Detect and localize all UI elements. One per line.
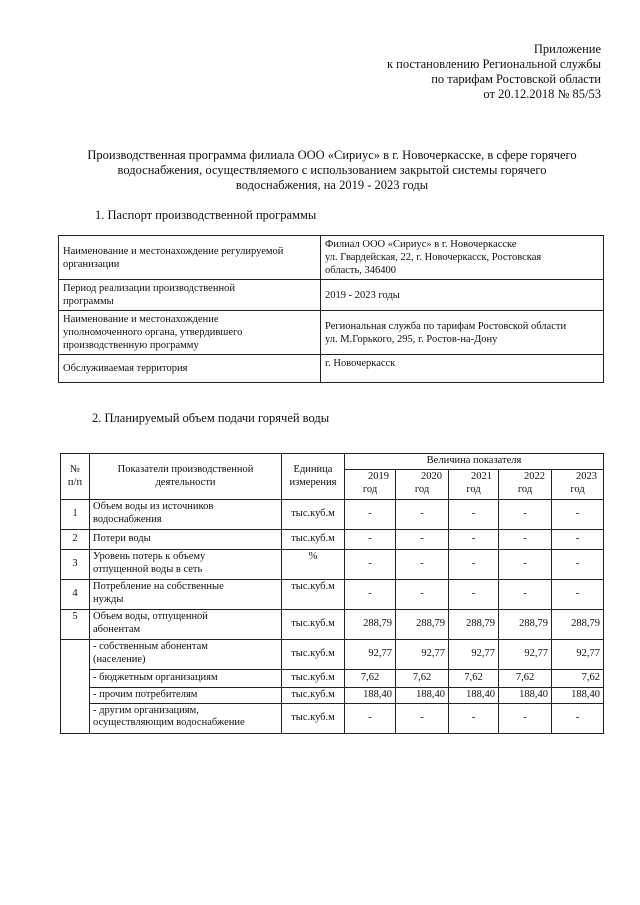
header-year: 2022 год <box>499 470 552 500</box>
row-num: 1 <box>61 500 90 530</box>
passport-row <box>59 280 604 311</box>
volume-table <box>60 453 604 734</box>
appendix-line: от 20.12.2018 № 85/53 <box>483 87 601 101</box>
table-row <box>61 580 604 610</box>
row-num: 5 <box>61 610 90 640</box>
row-value: 288,79 <box>449 610 499 640</box>
row-value: - <box>552 703 604 733</box>
row-value: 92,77 <box>499 640 552 670</box>
appendix-line: Приложение <box>533 42 601 56</box>
row-unit: % <box>282 550 345 580</box>
row-value: - <box>396 500 449 530</box>
table-row <box>61 610 604 640</box>
document-title <box>62 148 602 193</box>
row-value: 92,77 <box>345 640 396 670</box>
appendix-line: к постановлению Региональной службы <box>386 57 601 71</box>
row-name: Потери воды <box>90 530 282 550</box>
row-value: - <box>499 703 552 733</box>
row-value: 92,77 <box>449 640 499 670</box>
passport-row <box>59 236 604 280</box>
row-value: 92,77 <box>396 640 449 670</box>
row-value: 188,40 <box>396 688 449 704</box>
row-name: - прочим потребителям <box>90 688 282 704</box>
row-value: 7,62 <box>345 670 396 688</box>
row-name: Уровень потерь к объему отпущенной воды в сеть <box>90 550 282 580</box>
header-year: 2023 год <box>552 470 604 500</box>
table-row <box>61 500 604 530</box>
row-value: - <box>499 550 552 580</box>
row-value: - <box>499 530 552 550</box>
row-value: - <box>396 703 449 733</box>
section-2-heading: 2. Планируемый объем подачи горячей воды <box>92 411 330 425</box>
table-row <box>61 703 604 733</box>
appendix-line: по тарифам Ростовской области <box>431 72 601 86</box>
row-name: - собственным абонентам (население) <box>90 640 282 670</box>
header-value-group: Величина показателя <box>345 454 604 470</box>
row-unit: тыс.куб.м <box>282 640 345 670</box>
row-value: - <box>396 580 449 610</box>
row-num <box>61 640 90 734</box>
table-row <box>61 670 604 688</box>
row-value: - <box>552 500 604 530</box>
row-value: - <box>449 703 499 733</box>
row-value: - <box>345 550 396 580</box>
row-num: 3 <box>61 550 90 580</box>
header-row <box>61 454 604 470</box>
row-value: - <box>499 580 552 610</box>
row-value: 288,79 <box>552 610 604 640</box>
section-1-heading: 1. Паспорт производственной программы <box>95 208 317 222</box>
row-value: - <box>499 500 552 530</box>
row-value: 288,79 <box>499 610 552 640</box>
header-year: 2021 год <box>449 470 499 500</box>
row-value: - <box>552 550 604 580</box>
row-value: 188,40 <box>552 688 604 704</box>
passport-label: Наименование и местонахождение регулируемой организации <box>59 236 321 280</box>
passport-label: Наименование и местонахождение уполномоченного органа, утвердившего производственную программу <box>59 311 321 355</box>
header-unit: Единица измерения <box>282 454 345 500</box>
row-num: 2 <box>61 530 90 550</box>
row-name: - другим организациям, осуществляющим водоснабжение <box>90 703 282 733</box>
passport-value: Региональная служба по тарифам Ростовской области ул. М.Горького, 295, г. Ростов-на-Дону <box>321 311 604 355</box>
header-num: № п/п <box>61 454 90 500</box>
row-unit: тыс.куб.м <box>282 580 345 610</box>
passport-label: Период реализации производственной программы <box>59 280 321 311</box>
row-value: - <box>552 530 604 550</box>
row-name: Объем воды из источников водоснабжения <box>90 500 282 530</box>
table-row <box>61 688 604 704</box>
title-line: Производственная программа филиала ООО «Сириус» в г. Новочеркасске, в сфере горячего <box>87 148 577 162</box>
passport-value: Филиал ООО «Сириус» в г. Новочеркасске ул. Гвардейская, 22, г. Новочеркасск, Ростовская область, 346400 <box>321 236 604 280</box>
passport-value: 2019 - 2023 годы <box>321 280 604 311</box>
table-row <box>61 640 604 670</box>
row-value: 188,40 <box>499 688 552 704</box>
row-value: 188,40 <box>345 688 396 704</box>
passport-label: Обслуживаемая территория <box>59 355 321 383</box>
row-value: - <box>449 580 499 610</box>
row-value: - <box>449 500 499 530</box>
row-value: 7,62 <box>396 670 449 688</box>
header-indicator: Показатели производственной деятельности <box>90 454 282 500</box>
row-name: Объем воды, отпущенной абонентам <box>90 610 282 640</box>
row-value: 92,77 <box>552 640 604 670</box>
row-value: - <box>345 500 396 530</box>
row-unit: тыс.куб.м <box>282 500 345 530</box>
passport-value: г. Новочеркасск <box>321 355 604 383</box>
table-row <box>61 530 604 550</box>
table-row <box>61 550 604 580</box>
row-value: 7,62 <box>552 670 604 688</box>
header-year: 2020 год <box>396 470 449 500</box>
row-unit: тыс.куб.м <box>282 530 345 550</box>
passport-table <box>58 235 604 383</box>
row-value: 188,40 <box>449 688 499 704</box>
title-line: водоснабжения, на 2019 - 2023 годы <box>235 178 429 192</box>
row-unit: тыс.куб.м <box>282 688 345 704</box>
row-value: - <box>396 550 449 580</box>
passport-row <box>59 311 604 355</box>
row-value: - <box>345 703 396 733</box>
row-value: - <box>345 580 396 610</box>
row-num: 4 <box>61 580 90 610</box>
row-value: 7,62 <box>499 670 552 688</box>
row-unit: тыс.куб.м <box>282 670 345 688</box>
row-value: 7,62 <box>449 670 499 688</box>
header-year: 2019 год <box>345 470 396 500</box>
appendix-block <box>387 42 601 102</box>
row-value: - <box>345 530 396 550</box>
row-value: - <box>449 550 499 580</box>
row-value: 288,79 <box>345 610 396 640</box>
row-name: Потребление на собственные нужды <box>90 580 282 610</box>
row-unit: тыс.куб.м <box>282 703 345 733</box>
row-name: - бюджетным организациям <box>90 670 282 688</box>
row-value: - <box>449 530 499 550</box>
title-line: водоснабжения, осуществляемого с использованием закрытой системы горячего <box>117 163 547 177</box>
passport-row <box>59 355 604 383</box>
row-unit: тыс.куб.м <box>282 610 345 640</box>
row-value: 288,79 <box>396 610 449 640</box>
row-value: - <box>396 530 449 550</box>
row-value: - <box>552 580 604 610</box>
